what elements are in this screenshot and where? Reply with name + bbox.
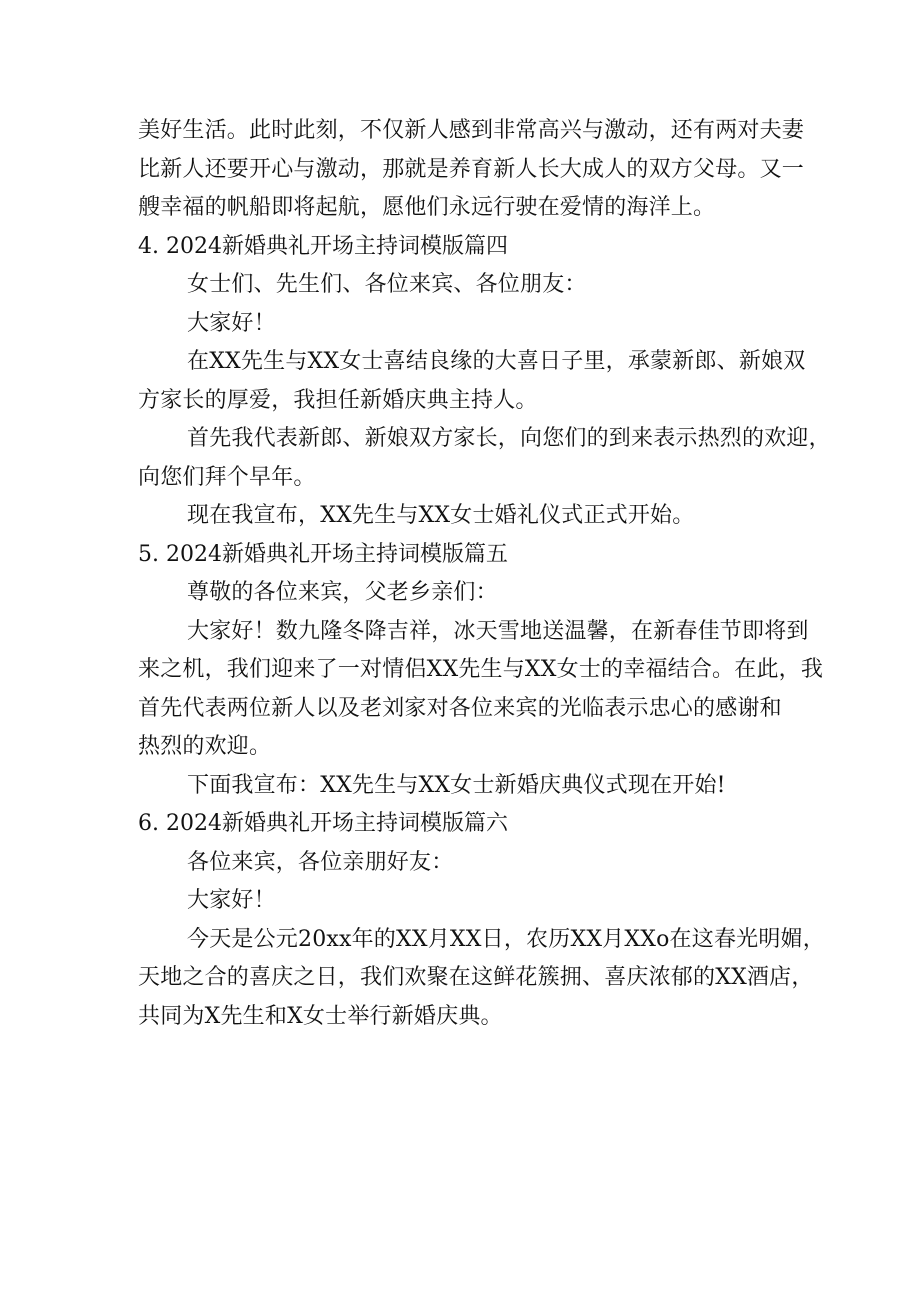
section-heading-6: 6. 2024新婚典礼开场主持词模版篇六 <box>138 811 508 836</box>
section-heading-5: 5. 2024新婚典礼开场主持词模版篇五 <box>138 541 508 567</box>
text-line: 向您们拜个早年。 <box>138 464 316 490</box>
text-line: 各位来宾，各位亲朋好友： <box>187 849 454 875</box>
text-line: 下面我宣布：XX先生与XX女士新婚庆典仪式现在开始! <box>187 772 726 798</box>
text-line: 共同为X先生和X女士举行新婚庆典。 <box>138 1003 503 1029</box>
text-line: 来之机，我们迎来了一对情侣XX先生与XX女士的幸福结合。在此，我 <box>138 657 824 682</box>
text-line: 在XX先生与XX女士喜结良缘的大喜日子里，承蒙新郎、新娘双 <box>187 349 806 374</box>
text-line: 现在我宣布，XX先生与XX女士婚礼仪式正式开始。 <box>187 503 695 528</box>
text-line: 大家好！数九隆冬降吉祥，冰天雪地送温馨，在新春佳节即将到 <box>187 618 809 644</box>
text-line: 方家长的厚爱，我担任新婚庆典主持人。 <box>138 387 538 413</box>
text-line: 天地之合的喜庆之日，我们欢聚在这鲜花簇拥、喜庆浓郁的XX酒店， <box>138 965 814 990</box>
text-line: 首先我代表新郎、新娘双方家长，向您们的到来表示热烈的欢迎， <box>187 426 831 451</box>
text-line: 艘幸福的帆船即将起航，愿他们永远行驶在爱情的海洋上。 <box>138 195 716 220</box>
text-line: 尊敬的各位来宾，父老乡亲们： <box>187 580 498 605</box>
text-line: 热烈的欢迎。 <box>138 734 272 759</box>
text-line: 美好生活。此时此刻，不仅新人感到非常高兴与激动，还有两对夫妻 <box>138 118 805 143</box>
text-line: 今天是公元20xx年的XX月XX日，农历XX月XXo在这春光明媚， <box>187 926 825 952</box>
text-line: 大家好！ <box>187 888 276 913</box>
text-line: 比新人还要开心与激动，那就是养育新人长大成人的双方父母。又一 <box>138 156 805 182</box>
text-line: 首先代表两位新人以及老刘家对各位来宾的光临表示忠心的感谢和 <box>138 695 782 721</box>
text-line: 女士们、先生们、各位来宾、各位朋友： <box>187 272 587 297</box>
section-heading-4: 4. 2024新婚典礼开场主持词模版篇四 <box>138 233 508 259</box>
text-line: 大家好！ <box>187 310 276 336</box>
document-body <box>138 112 831 1036</box>
